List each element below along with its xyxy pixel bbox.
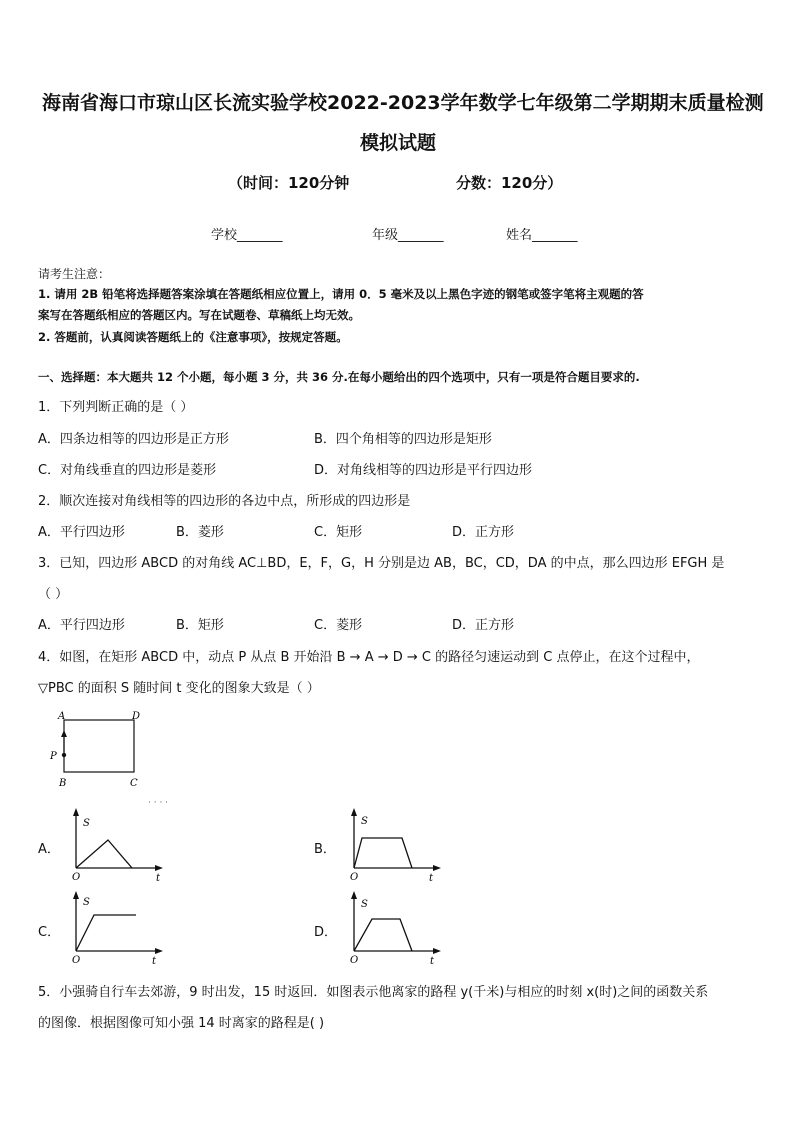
t-label: t: [156, 873, 161, 884]
scan-dots: · · · ·: [148, 798, 169, 808]
t-label: t: [429, 873, 434, 884]
notice-item1-line1: 1. 请用 2B 铅笔将选择题答案涂填在答题纸相应位置上，请用 0．5 毫米及以上黑色字迹的钢笔或签字笔将主观题的答: [38, 287, 644, 301]
s-label: S: [361, 816, 368, 827]
q5-stem-line2: 的图像．根据图像可知小强 14 时离家的路程是( ): [38, 1016, 325, 1031]
q3-stem-line1: 3．已知，四边形 ABCD 的对角线 AC⊥BD，E，F，G，H 分别是边 AB，BC，CD，DA 的中点，那么四边形 EFGH 是: [38, 556, 725, 571]
rectangle-abcd-figure: [44, 708, 154, 792]
notice-item1-line2: 案写在答题纸相应的答题区内。写在试题卷、草稿纸上均无效。: [38, 308, 360, 322]
s-label: S: [83, 897, 90, 908]
q5-stem-line1: 5．小强骑自行车去郊游，9 时出发，15 时返回．如图表示他离家的路程 y(千米)与相应的时刻 x(时)之间的函数关系: [38, 985, 709, 1000]
exam-score: 分数：120分）: [456, 174, 563, 192]
exam-time: （时间：120分钟: [228, 174, 350, 192]
t-label: t: [430, 956, 435, 967]
q2-option-b: B．菱形: [176, 525, 224, 540]
x-axis-arrow: [155, 948, 163, 954]
label-c: C: [130, 778, 138, 789]
label-b: B: [59, 778, 67, 789]
graph-option-c: [66, 889, 166, 967]
q2-option-c: C．矩形: [314, 525, 363, 540]
exam-title-line2: 模拟试题: [360, 132, 437, 154]
s-label: S: [83, 818, 90, 829]
y-axis-arrow: [351, 808, 357, 816]
graph-curve: [354, 919, 412, 951]
q3-option-b: B．矩形: [176, 618, 224, 633]
q4-option-a-label: A．: [38, 842, 60, 857]
grade-field: 年级_______: [372, 228, 444, 243]
point-p: [62, 753, 66, 757]
notice-item2: 2. 答题前，认真阅读答题纸上的《注意事项》，按规定答题。: [38, 330, 348, 344]
y-axis-arrow: [351, 891, 357, 899]
s-label: S: [361, 899, 368, 910]
graph-curve: [76, 840, 132, 868]
exam-title-line1: 海南省海口市琼山区长流实验学校2022-2023学年数学七年级第二学期期末质量检测: [42, 92, 764, 114]
o-label: O: [72, 872, 81, 883]
o-label: O: [350, 955, 359, 966]
q1-option-a: A．四条边相等的四边形是正方形: [38, 432, 229, 447]
q4-stem-line1: 4．如图，在矩形 ABCD 中，动点 P 从点 B 开始沿 B → A → D → C 的路径匀速运动到 C 点停止，在这个过程中，: [38, 650, 700, 665]
x-axis-arrow: [433, 865, 441, 871]
label-a: A: [58, 711, 66, 722]
q2-stem: 2．顺次连接对角线相等的四边形的各边中点，所形成的四边形是: [38, 494, 411, 509]
q2-option-d: D．正方形: [452, 525, 515, 540]
q1-stem: 1．下列判断正确的是（ ）: [38, 400, 194, 415]
q3-stem-line2: （ ）: [38, 587, 69, 602]
graph-curve: [76, 915, 136, 951]
rectangle-abcd: [64, 720, 134, 772]
q4-stem-line2: ▽PBC 的面积 S 随时间 t 变化的图象大致是（ ）: [38, 681, 320, 696]
label-d: D: [132, 711, 141, 722]
o-label: O: [72, 955, 81, 966]
notice-heading: 请考生注意：: [38, 267, 111, 281]
q4-option-c-label: C．: [38, 925, 61, 940]
q3-option-d: D．正方形: [452, 618, 515, 633]
graph-curve: [354, 838, 412, 868]
y-axis-arrow: [73, 808, 79, 816]
graph-option-b: [344, 806, 444, 884]
q1-option-b: B．四个角相等的四边形是矩形: [314, 432, 492, 447]
graph-option-a: [66, 806, 166, 884]
y-axis-arrow: [73, 891, 79, 899]
q4-option-d-label: D．: [314, 925, 338, 940]
path-arrow-head: [61, 730, 67, 737]
q2-option-a: A．平行四边形: [38, 525, 125, 540]
o-label: O: [350, 872, 359, 883]
q1-option-c: C．对角线垂直的四边形是菱形: [38, 463, 217, 478]
graph-option-d: [344, 889, 444, 967]
name-field: 姓名_______: [506, 228, 578, 243]
q3-option-c: C．菱形: [314, 618, 363, 633]
q4-option-b-label: B．: [314, 842, 336, 857]
q1-option-d: D．对角线相等的四边形是平行四边形: [314, 463, 533, 478]
school-field: 学校_______: [211, 228, 283, 243]
section1-heading: 一、选择题：本大题共 12 个小题，每小题 3 分，共 36 分.在每小题给出的四个选项中，只有一项是符合题目要求的.: [38, 370, 640, 384]
t-label: t: [152, 956, 157, 967]
q3-option-a: A．平行四边形: [38, 618, 125, 633]
x-axis-arrow: [155, 865, 163, 871]
x-axis-arrow: [433, 948, 441, 954]
label-p: P: [50, 751, 57, 762]
